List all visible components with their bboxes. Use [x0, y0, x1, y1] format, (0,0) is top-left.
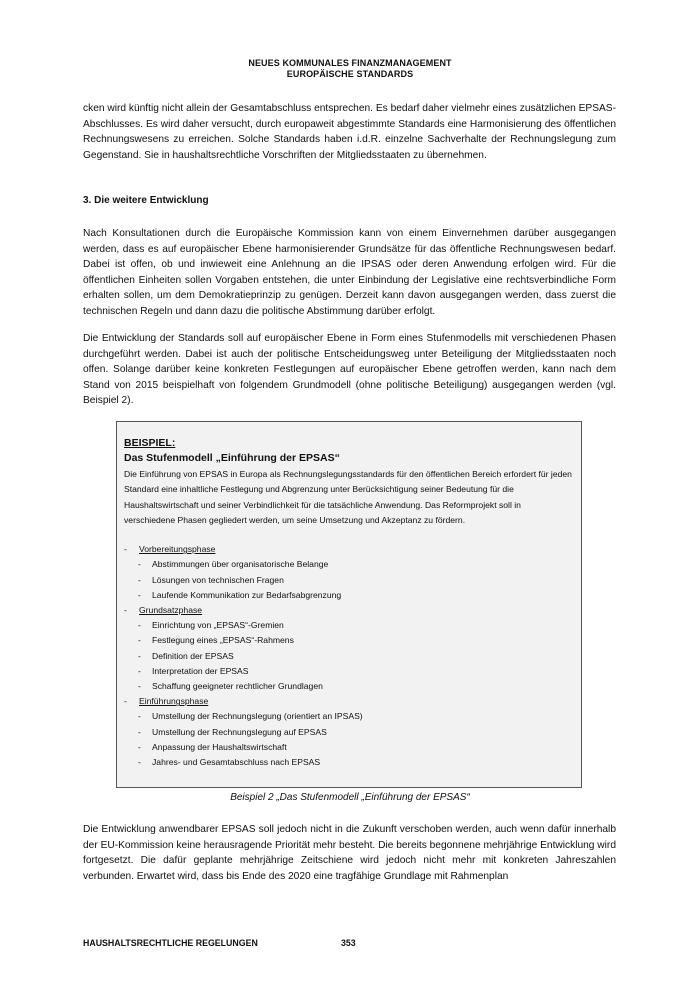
list-item-text: Festlegung eines „EPSAS“-Rahmens [152, 635, 294, 646]
header-line-2: EUROPÄISCHE STANDARDS [286, 69, 414, 79]
phase-label: Einführungsphase [139, 696, 209, 707]
example-caption: Beispiel 2 „Das Stufenmodell „Einführung der EPSAS“ [230, 792, 470, 803]
list-item [138, 709, 574, 724]
list-item-text: Umstellung der Rechnungslegung auf EPSAS [152, 726, 327, 737]
phase-label: Grundsatzphase [139, 605, 203, 615]
list-item-text: Laufende Kommunikation zur Bedarfsabgrenzung [152, 589, 342, 600]
example-box [116, 421, 582, 788]
list-dash: - [138, 726, 141, 737]
list-dash: - [138, 665, 141, 676]
example-label: BEISPIEL: [124, 437, 176, 449]
list-item-text: Anpassung der Haushaltswirtschaft [152, 741, 287, 752]
page-number: 353 [341, 938, 356, 948]
phase-subitems [124, 709, 574, 770]
list-dash: - [124, 696, 127, 707]
list-item-text: Jahres- und Gesamtabschluss nach EPSAS [152, 757, 321, 768]
list-dash: - [138, 711, 141, 722]
list-dash: - [138, 635, 141, 646]
list-dash: - [138, 741, 141, 752]
paragraph-3: Die Entwicklung der Standards soll auf europäischer Ebene in Form eines Stufenmodells mit verschiedenen Phasen durchgeführt werden. Dabei ist auch der politische Entscheidungsweg unter Beteiligung der Mitgliedsstaaten noch offen. Solange darüber keine konkreten Festlegungen auf europäischer Ebene getroffen werden, kann nach dem Stand von 2015 beispielhaft von folgendem Grundmodell (ohne politische Beteiligung) ausgegangen werden (vgl. Beispiel 2). [83, 333, 616, 407]
list-dash: - [138, 589, 141, 600]
list-item [138, 755, 574, 770]
header-line-1: NEUES KOMMUNALES FINANZMANAGEMENT [248, 58, 452, 68]
list-item [138, 740, 574, 755]
list-dash: - [138, 559, 141, 570]
list-item-text: Einrichtung von „EPSAS“-Gremien [152, 620, 284, 631]
phase-item [124, 542, 574, 603]
list-item-text: Interpretation der EPSAS [152, 665, 249, 676]
list-dash: - [138, 681, 141, 692]
phase-item [124, 603, 574, 694]
list-item [138, 633, 574, 648]
list-dash: - [138, 620, 141, 631]
footer-title: HAUSHALTSRECHTLICHE REGELUNGEN [83, 938, 258, 948]
phase-list [124, 542, 574, 770]
example-intro: Die Einführung von EPSAS in Europa als Rechnungslegungsstandards für den öffentlichen Bereich erfordert für jeden Standard eine inhaltliche Festlegung und Abgrenzung unter Berücksichtigung seiner Bedeutung für die Haushaltswirtschaft und seiner Verbindlichkeit für die tatsächliche Anwendung. Das Reformprojekt soll in verschiedene Phasen gegliedert werden, um seine Umsetzung und Akzeptanz zu fördern. [124, 469, 572, 525]
list-item [138, 725, 574, 740]
list-item-text: Umstellung der Rechnungslegung (orientiert an IPSAS) [152, 711, 363, 722]
paragraph-2: Nach Konsultationen durch die Europäische Kommission kann von einem Einvernehmen darüber ausgegangen werden, dass es auf europäischer Ebene harmonisierender Grundsätze für das öffentliche Rechnungswesen bedarf. Dabei ist offen, ob und inwieweit eine Anlehnung an die IPSAS oder deren Anwendung erfolgen wird. Für die öffentlichen Einheiten sollen Vorgaben entstehen, die unter Einbindung der Legislative eine rechtsverbindliche Form erhalten sollen, um dem Demokratieprinzip zu genügen. Derzeit kann davon ausgegangen werden, dass zuerst die technischen Regeln und dann dazu die politische Abstimmung darüber erfolgt. [83, 228, 616, 317]
list-dash: - [138, 574, 141, 585]
list-item [138, 618, 574, 633]
list-item-text: Definition der EPSAS [152, 650, 234, 661]
list-item [138, 588, 574, 603]
list-item [138, 679, 574, 694]
phase-subitems [124, 557, 574, 603]
section-heading: 3. Die weitere Entwicklung [83, 195, 209, 206]
list-item [138, 557, 574, 572]
phase-subitems [124, 618, 574, 694]
list-item-text: Schaffung geeigneter rechtlicher Grundlagen [152, 681, 323, 692]
running-header [0, 58, 700, 80]
list-dash: - [138, 757, 141, 768]
paragraph-1: cken wird künftig nicht allein der Gesamtabschluss entsprechen. Es bedarf daher vielmehr eines zusätzlichen EPSAS-Abschlusses. Es wird daher versucht, durch europaweit abgestimmte Standards eine Harmonisierung des öffentlichen Rechnungswesens zu erreichen. Solche Standards haben i.d.R. einzelne Sachverhalte der Rechnungslegung zum Gegenstand. Sie in haushaltsrechtliche Vorschriften der Mitgliedsstaaten zu übernehmen. [83, 103, 616, 161]
list-item-text: Abstimmungen über organisatorische Belange [152, 559, 329, 570]
example-title: Das Stufenmodell „Einführung der EPSAS“ [124, 452, 340, 464]
list-dash: - [124, 605, 127, 615]
list-dash: - [138, 650, 141, 661]
list-item [138, 573, 574, 588]
list-item-text: Lösungen von technischen Fragen [152, 574, 284, 585]
paragraph-4: Die Entwicklung anwendbarer EPSAS soll jedoch nicht in die Zukunft verschoben werden, auch wenn dafür innerhalb der EU-Kommission keine herausragende Priorität mehr besteht. Die bereits begonnene mehrjährige Entwicklung wird fortgesetzt. Die dafür geplante mehrjährige Zeitschiene wird jedoch nicht mehr mit konkreten Jahreszahlen verbunden. Erwartet wird, dass bis Ende des 2020 eine tragfähige Grundlage mit Rahmenplan [83, 824, 616, 882]
list-item [138, 649, 574, 664]
list-item [138, 664, 574, 679]
phase-item [124, 694, 574, 770]
phase-label: Vorbereitungsphase [139, 544, 216, 555]
list-dash: - [124, 544, 127, 555]
